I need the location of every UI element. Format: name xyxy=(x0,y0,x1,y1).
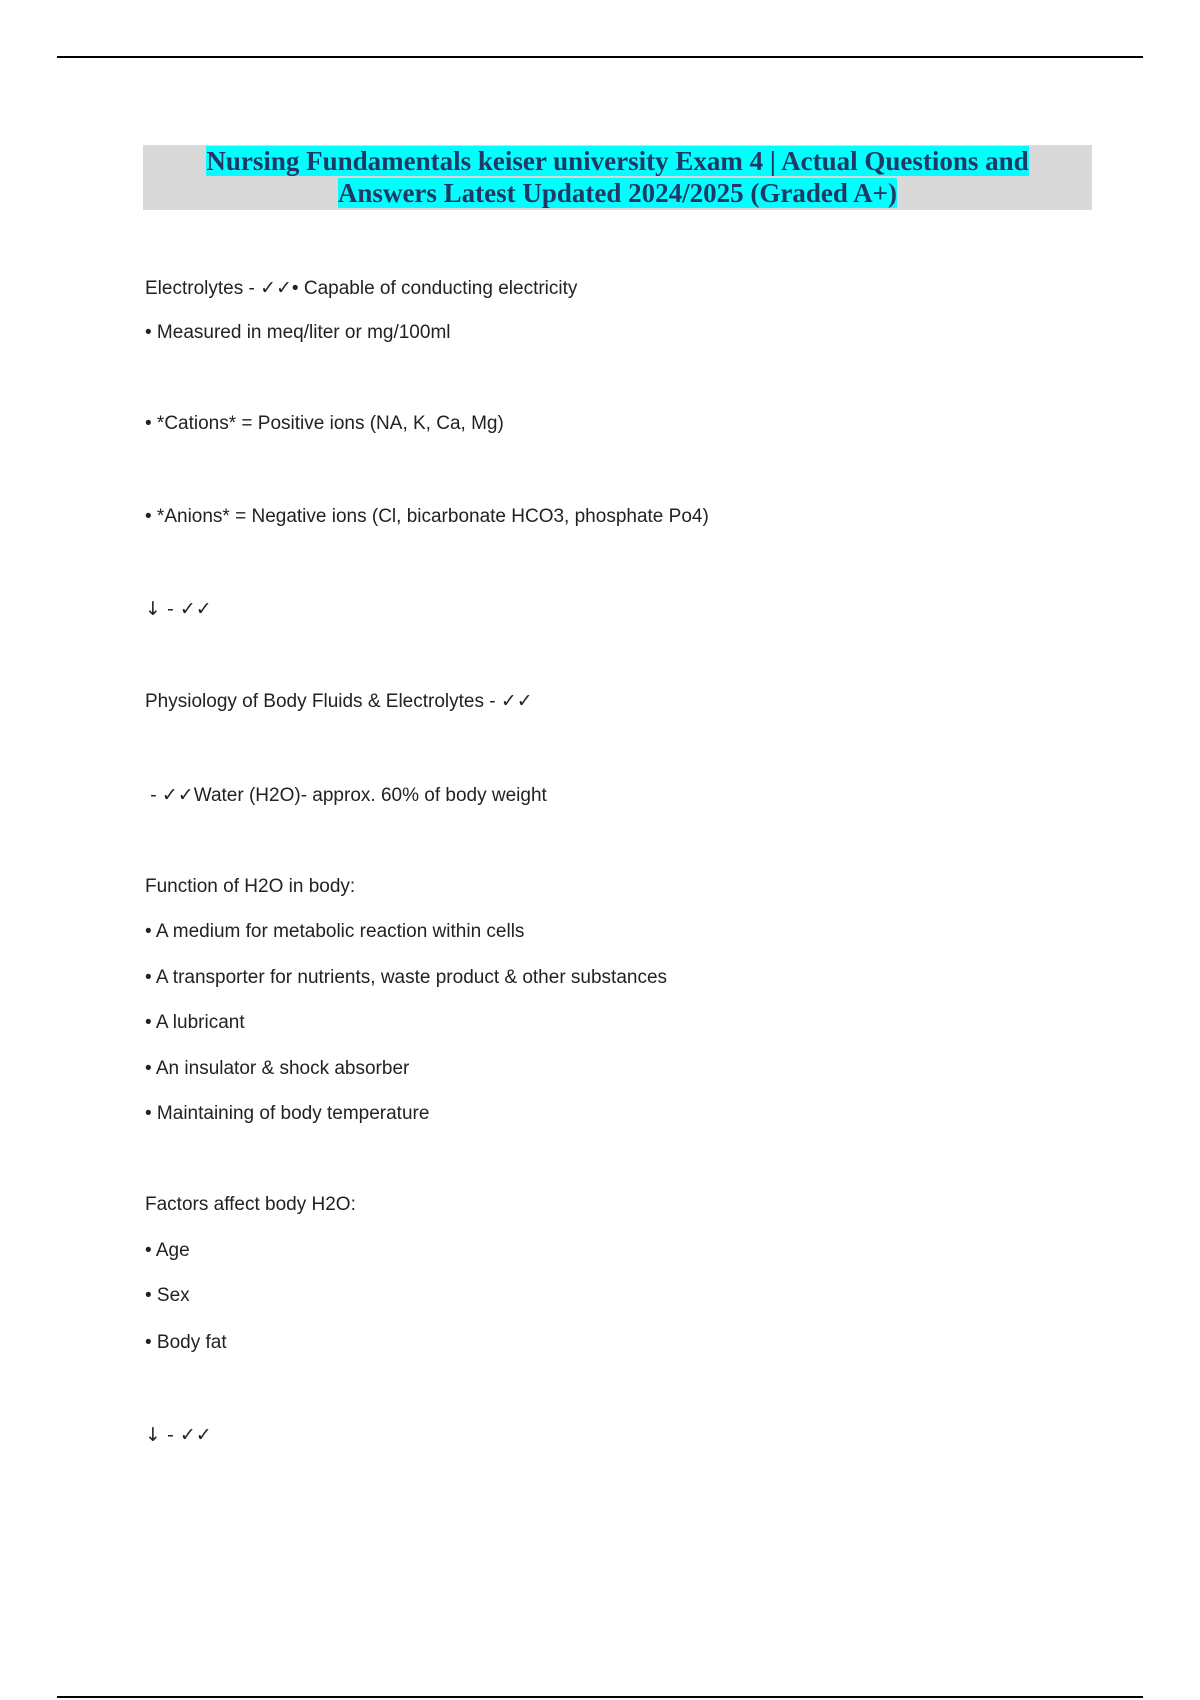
title-line-2 xyxy=(143,177,1092,209)
list-item: • A transporter for nutrients, waste product & other substances xyxy=(145,967,668,988)
bottom-rule xyxy=(57,1696,1143,1698)
arrow-check-line: ↓ - ✓✓ xyxy=(145,1424,212,1446)
section-heading: Physiology of Body Fluids & Electrolytes - ✓✓ xyxy=(145,691,533,712)
section-heading: Function of H2O in body: xyxy=(145,876,356,897)
document-title xyxy=(143,145,1092,210)
list-item: • Sex xyxy=(145,1285,190,1306)
list-item: • Measured in meq/liter or mg/100ml xyxy=(145,322,451,343)
list-item: • *Cations* = Positive ions (NA, K, Ca, Mg) xyxy=(145,413,504,434)
list-item: • Body fat xyxy=(145,1332,227,1353)
title-line-1 xyxy=(143,145,1092,177)
top-rule xyxy=(57,56,1143,58)
list-item: • A medium for metabolic reaction within cells xyxy=(145,921,525,942)
list-item: • A lubricant xyxy=(145,1012,245,1033)
list-item: • Maintaining of body temperature xyxy=(145,1103,430,1124)
title-highlight-1: Nursing Fundamentals keiser university Exam 4 | Actual Questions and xyxy=(206,146,1029,176)
list-item: • Age xyxy=(145,1240,190,1261)
arrow-check-line: ↓ - ✓✓ xyxy=(145,598,212,620)
list-item: • An insulator & shock absorber xyxy=(145,1058,410,1079)
section-heading: Factors affect body H2O: xyxy=(145,1194,356,1215)
water-definition: - ✓✓Water (H2O)- approx. 60% of body weight xyxy=(145,785,547,806)
electrolytes-definition: Electrolytes - ✓✓• Capable of conducting electricity xyxy=(145,278,578,299)
title-highlight-2: Answers Latest Updated 2024/2025 (Graded A+) xyxy=(337,178,898,208)
list-item: • *Anions* = Negative ions (Cl, bicarbonate HCO3, phosphate Po4) xyxy=(145,506,709,527)
